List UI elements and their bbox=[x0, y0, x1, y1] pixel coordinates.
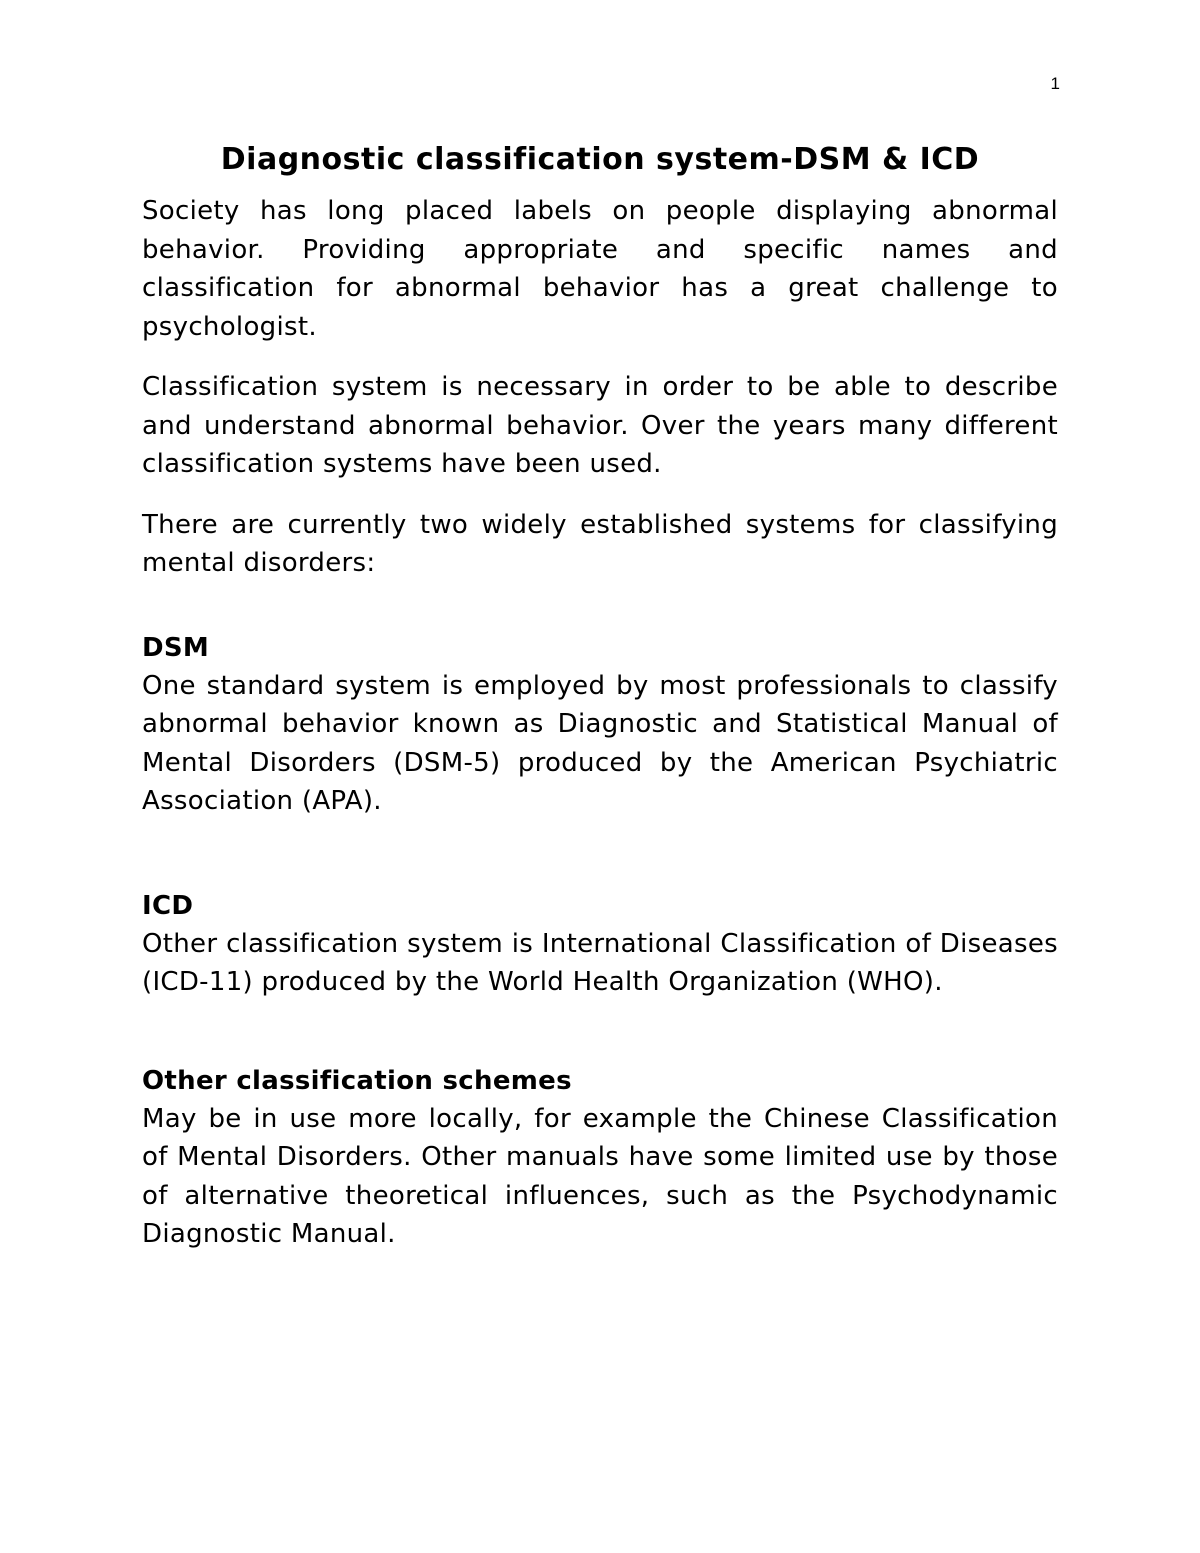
spacer bbox=[142, 1024, 1058, 1062]
document-title: Diagnostic classification system-DSM & ICD bbox=[220, 142, 980, 177]
section-other bbox=[142, 1062, 1058, 1254]
section-body-icd: Other classification system is International Classification of Diseases (ICD-11) produced by the World Health Organization (WHO). bbox=[142, 928, 1058, 997]
section-icd bbox=[142, 887, 1058, 1002]
paragraph-classification-need: Classification system is necessary in order to be able to describe and understand abnormal behavior. Over the years many different classification systems have been used. bbox=[142, 372, 1058, 479]
paragraph-intro: Society has long placed labels on people displaying abnormal behavior. Providing appropriate and specific names and classification for abnormal behavior has a great challenge to psychologist. bbox=[142, 196, 1058, 342]
section-body-dsm: One standard system is employed by most professionals to classify abnormal behavior known as Diagnostic and Statistical Manual of Mental Disorders (DSM-5) produced by the American Psychiatric Association (APA). bbox=[142, 670, 1058, 816]
section-body-other: May be in use more locally, for example the Chinese Classification of Mental Disorders. Other manuals have some limited use by those of alternative theoretical influences, such as the Psychodynamic Diagnostic Manual. bbox=[142, 1103, 1058, 1249]
spacer bbox=[142, 843, 1058, 887]
page-number: 1 bbox=[1050, 74, 1060, 93]
section-heading-other: Other classification schemes bbox=[142, 1065, 572, 1096]
section-dsm bbox=[142, 629, 1058, 821]
section-heading-dsm: DSM bbox=[142, 632, 210, 663]
paragraph-two-systems: There are currently two widely established systems for classifying mental disorders: bbox=[142, 509, 1058, 578]
document-body bbox=[142, 138, 1058, 1276]
spacer bbox=[142, 605, 1058, 629]
section-heading-icd: ICD bbox=[142, 890, 194, 921]
